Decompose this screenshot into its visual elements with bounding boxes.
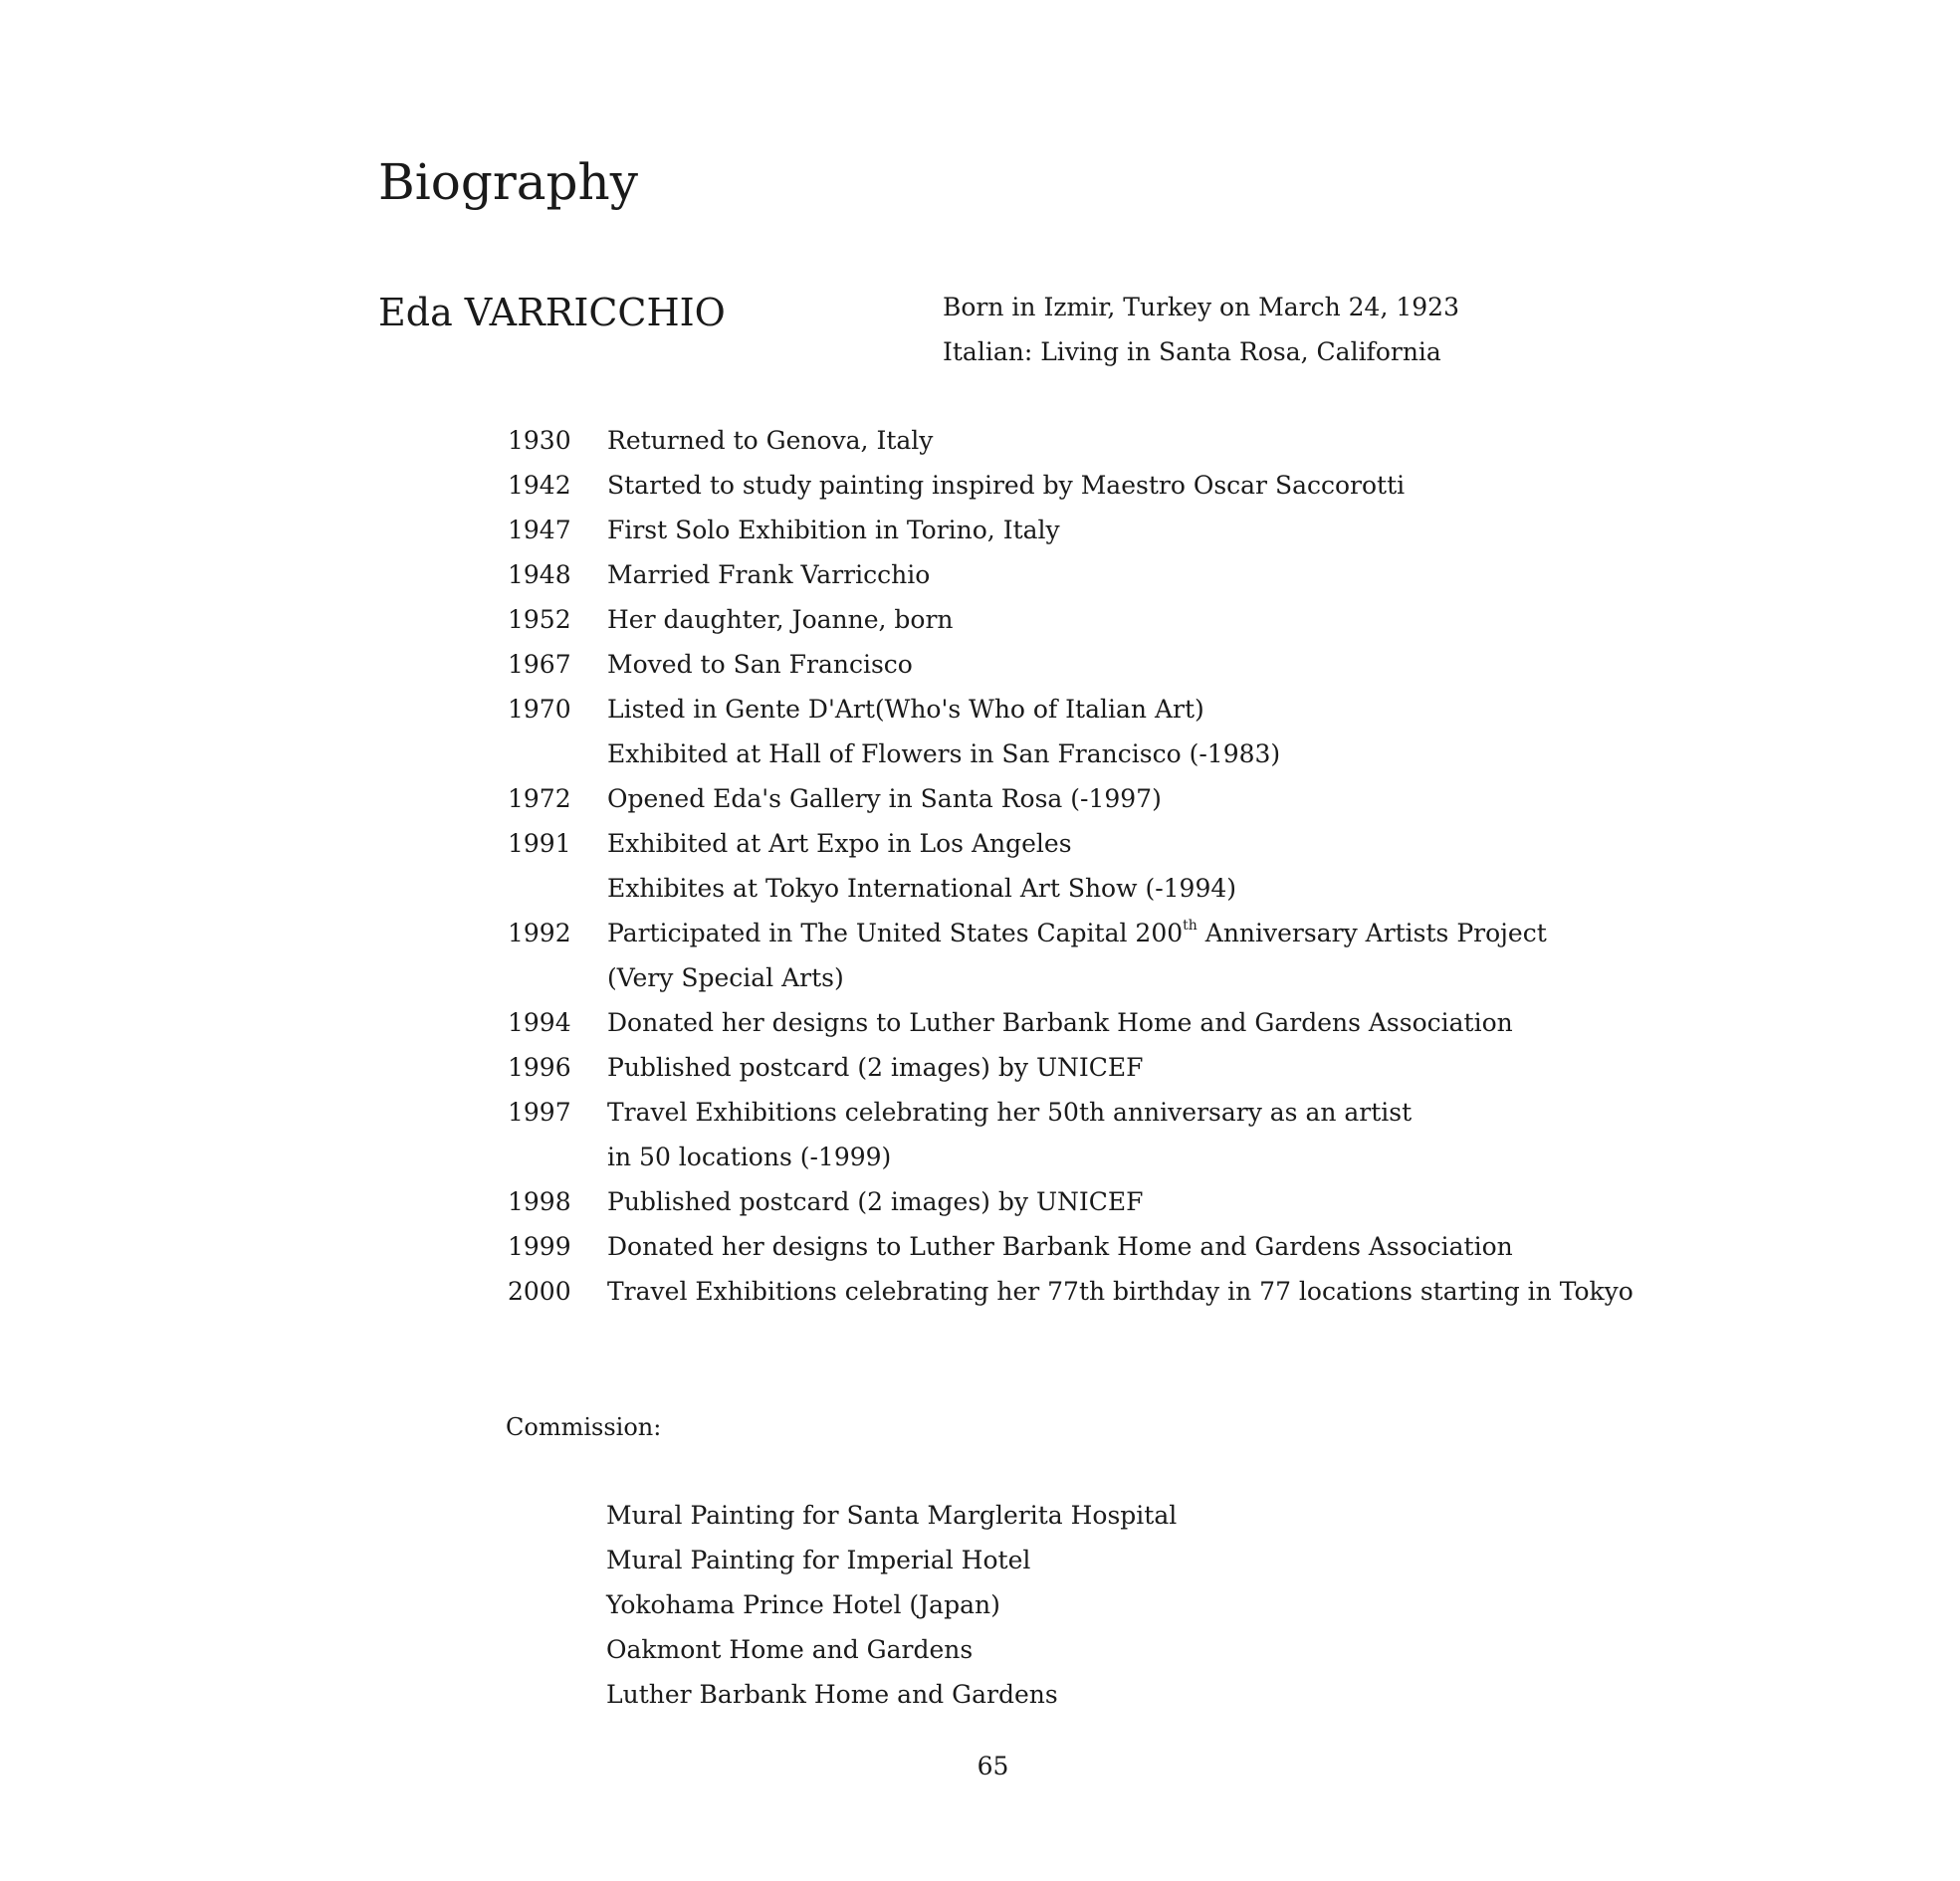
timeline-entry (508, 776, 1652, 821)
timeline-event: Travel Exhibitions celebrating her 77th birthday in 77 locations starting in Tokyo (607, 1277, 1633, 1306)
timeline-event: Married Frank Varricchio (607, 560, 931, 589)
commission-item: Luther Barbank Home and Gardens (606, 1680, 1058, 1709)
timeline-year: 1972 (508, 784, 571, 813)
timeline-year: 1952 (508, 605, 571, 634)
timeline-event: (Very Special Arts) (607, 963, 844, 992)
timeline-year: 1997 (508, 1098, 571, 1127)
timeline-year: 1992 (508, 919, 571, 947)
residence-info: Italian: Living in Santa Rosa, California (943, 337, 1441, 366)
timeline-year: 2000 (508, 1277, 571, 1306)
timeline-event: Published postcard (2 images) by UNICEF (607, 1053, 1144, 1082)
timeline-event: Exhibites at Tokyo International Art Show (-1994) (607, 874, 1237, 903)
timeline-entry (508, 508, 1652, 552)
timeline-event: Returned to Genova, Italy (607, 426, 934, 455)
timeline-year: 1996 (508, 1053, 571, 1082)
timeline-event: Travel Exhibitions celebrating her 50th anniversary as an artist (607, 1098, 1413, 1127)
artist-name: Eda VARRICCHIO (378, 291, 726, 334)
timeline-event: Moved to San Francisco (607, 650, 913, 679)
timeline-event: Started to study painting inspired by Maestro Oscar Saccorotti (607, 471, 1406, 500)
timeline (508, 418, 1652, 1314)
commission-list (606, 1493, 1177, 1717)
commission-item: Mural Painting for Imperial Hotel (606, 1546, 1031, 1574)
timeline-entry (508, 1045, 1652, 1090)
timeline-entry (508, 463, 1652, 508)
event-text: Participated in The United States Capital 200 (607, 919, 1184, 947)
commission-item: Yokohama Prince Hotel (Japan) (606, 1590, 1000, 1619)
timeline-event: Donated her designs to Luther Barbank Home and Gardens Association (607, 1008, 1513, 1037)
timeline-year: 1948 (508, 560, 571, 589)
commission-item: Oakmont Home and Gardens (606, 1635, 974, 1664)
timeline-year: 1967 (508, 650, 571, 679)
timeline-event (607, 911, 1652, 955)
event-text: Anniversary Artists Project (1197, 919, 1547, 947)
timeline-event: First Solo Exhibition in Torino, Italy (607, 516, 1060, 544)
timeline-entry (508, 1179, 1652, 1224)
timeline-event: Exhibited at Art Expo in Los Angeles (607, 829, 1072, 858)
timeline-year: 1942 (508, 471, 571, 500)
timeline-entry (508, 1269, 1652, 1314)
timeline-entry (508, 821, 1652, 911)
page-title: Biography (378, 153, 639, 211)
timeline-entry (508, 1224, 1652, 1269)
timeline-entry (508, 911, 1652, 1000)
timeline-event: Donated her designs to Luther Barbank Home and Gardens Association (607, 1232, 1513, 1261)
ordinal-suffix: th (1183, 918, 1198, 934)
timeline-entry (508, 1000, 1652, 1045)
timeline-entry (508, 1090, 1652, 1179)
birth-info: Born in Izmir, Turkey on March 24, 1923 (943, 293, 1459, 321)
timeline-event: Opened Eda's Gallery in Santa Rosa (-1997) (607, 784, 1162, 813)
timeline-event: Published postcard (2 images) by UNICEF (607, 1187, 1144, 1216)
timeline-year: 1994 (508, 1008, 571, 1037)
commission-heading: Commission: (506, 1413, 662, 1441)
timeline-entry (508, 552, 1652, 597)
commission-item: Mural Painting for Santa Marglerita Hospital (606, 1501, 1178, 1530)
timeline-year: 1947 (508, 516, 571, 544)
page-number: 65 (977, 1752, 1009, 1780)
timeline-entry (508, 418, 1652, 463)
timeline-event: in 50 locations (-1999) (607, 1143, 892, 1171)
timeline-entry (508, 687, 1652, 776)
timeline-event: Listed in Gente D'Art(Who's Who of Italian Art) (607, 695, 1204, 724)
timeline-year: 1998 (508, 1187, 571, 1216)
timeline-year: 1970 (508, 695, 571, 724)
timeline-year: 1991 (508, 829, 571, 858)
artist-details (943, 285, 1459, 374)
timeline-year: 1999 (508, 1232, 571, 1261)
timeline-entry (508, 642, 1652, 687)
timeline-event: Her daughter, Joanne, born (607, 605, 954, 634)
timeline-entry (508, 597, 1652, 642)
timeline-year: 1930 (508, 426, 571, 455)
timeline-event: Exhibited at Hall of Flowers in San Francisco (-1983) (607, 739, 1281, 768)
